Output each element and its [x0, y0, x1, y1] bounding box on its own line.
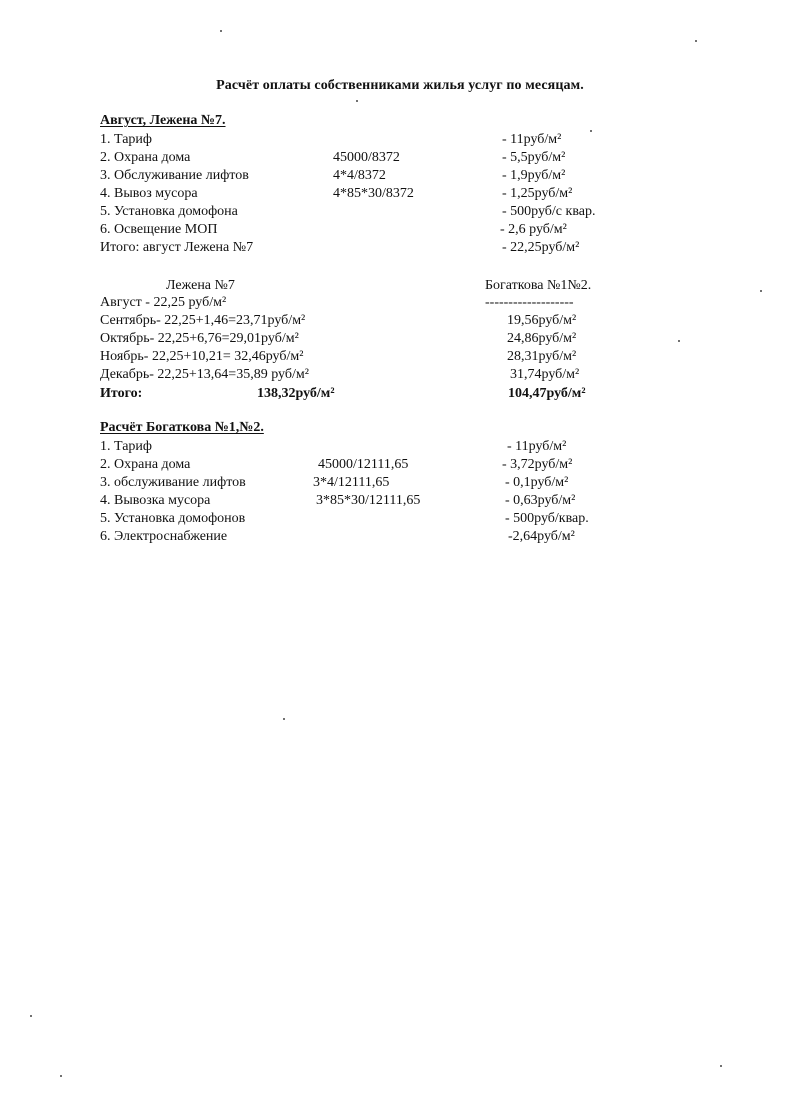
divider: -------------------	[485, 295, 574, 310]
section2-heading: Расчёт Богаткова №1,№2.	[100, 420, 264, 435]
item-name: 1. Тариф	[100, 132, 152, 147]
month-right: 31,74руб/м²	[510, 367, 580, 382]
item-formula: 4*85*30/8372	[333, 186, 414, 201]
total-right: 104,47руб/м²	[508, 386, 586, 401]
comparison-row	[0, 330, 800, 348]
scan-speck	[590, 130, 592, 132]
scan-speck	[678, 340, 680, 342]
section2-row	[0, 492, 800, 510]
item-name: 5. Установка домофонов	[100, 511, 246, 526]
scan-speck	[220, 30, 222, 32]
month-left: Август - 22,25 руб/м²	[100, 295, 227, 310]
month-left: Октябрь- 22,25+6,76=29,01руб/м²	[100, 331, 299, 346]
total-label: Итого:	[100, 386, 143, 401]
comparison-row	[0, 294, 800, 312]
left-column-header: Лежена №7	[166, 278, 235, 293]
scan-speck	[695, 40, 697, 42]
item-formula: 45000/12111,65	[318, 457, 409, 472]
month-right: 24,86руб/м²	[507, 331, 577, 346]
item-name: 2. Охрана дома	[100, 457, 191, 472]
item-name: 1. Тариф	[100, 439, 152, 454]
section2-row	[0, 438, 800, 456]
item-value: - 3,72руб/м²	[502, 457, 573, 472]
month-left: Декабрь- 22,25+13,64=35,89 руб/м²	[100, 367, 309, 382]
month-left: Ноябрь- 22,25+10,21= 32,46руб/м²	[100, 349, 304, 364]
item-name: 4. Вывоз мусора	[100, 186, 198, 201]
item-name: Итого: август Лежена №7	[100, 240, 254, 255]
item-value: - 2,6 руб/м²	[500, 222, 567, 237]
item-name: 5. Установка домофона	[100, 204, 238, 219]
section2-row	[0, 510, 800, 528]
item-formula: 4*4/8372	[333, 168, 386, 183]
item-name: 6. Освещение МОП	[100, 222, 218, 237]
section1-total-row	[0, 239, 800, 257]
scan-speck	[356, 100, 358, 102]
item-name: 3. Обслуживание лифтов	[100, 168, 249, 183]
scan-speck	[60, 1075, 62, 1077]
item-name: 2. Охрана дома	[100, 150, 191, 165]
scan-speck	[720, 1065, 722, 1067]
item-name: 4. Вывозка мусора	[100, 493, 211, 508]
right-column-header: Богаткова №1№2.	[485, 278, 592, 293]
item-formula: 45000/8372	[333, 150, 400, 165]
item-value: - 1,25руб/м²	[502, 186, 573, 201]
month-right: 19,56руб/м²	[507, 313, 577, 328]
comparison-row	[0, 312, 800, 330]
section2-row	[0, 474, 800, 492]
section2-row	[0, 528, 800, 546]
item-value: - 500руб/квар.	[505, 511, 589, 526]
comparison-row	[0, 366, 800, 384]
section1-row	[0, 167, 800, 185]
item-value: - 5,5руб/м²	[502, 150, 566, 165]
item-formula: 3*4/12111,65	[313, 475, 390, 490]
total-left: 138,32руб/м²	[257, 386, 335, 401]
item-value: - 0,63руб/м²	[505, 493, 576, 508]
section2-row	[0, 456, 800, 474]
section1-row	[0, 131, 800, 149]
section1-heading: Август, Лежена №7.	[100, 113, 226, 128]
comparison-header-row	[0, 277, 800, 295]
section1-row	[0, 149, 800, 167]
item-name: 6. Электроснабжение	[100, 529, 228, 544]
section1-row	[0, 221, 800, 239]
scan-speck	[30, 1015, 32, 1017]
scan-speck	[283, 718, 285, 720]
item-value: - 1,9руб/м²	[502, 168, 566, 183]
month-left: Сентябрь- 22,25+1,46=23,71руб/м²	[100, 313, 306, 328]
item-value: - 500руб/с квар.	[502, 204, 596, 219]
item-value: - 11руб/м²	[507, 439, 567, 454]
section1-row	[0, 203, 800, 221]
scan-speck	[760, 290, 762, 292]
comparison-total-row	[0, 385, 800, 403]
month-right: 28,31руб/м²	[507, 349, 577, 364]
item-value: -2,64руб/м²	[508, 529, 575, 544]
item-name: 3. обслуживание лифтов	[100, 475, 246, 490]
item-formula: 3*85*30/12111,65	[316, 493, 421, 508]
comparison-row	[0, 348, 800, 366]
item-value: - 11руб/м²	[502, 132, 562, 147]
item-value: - 0,1руб/м²	[505, 475, 569, 490]
document-title: Расчёт оплаты собственниками жилья услуг по месяцам.	[216, 78, 584, 93]
section1-row	[0, 185, 800, 203]
item-value: - 22,25руб/м²	[502, 240, 580, 255]
